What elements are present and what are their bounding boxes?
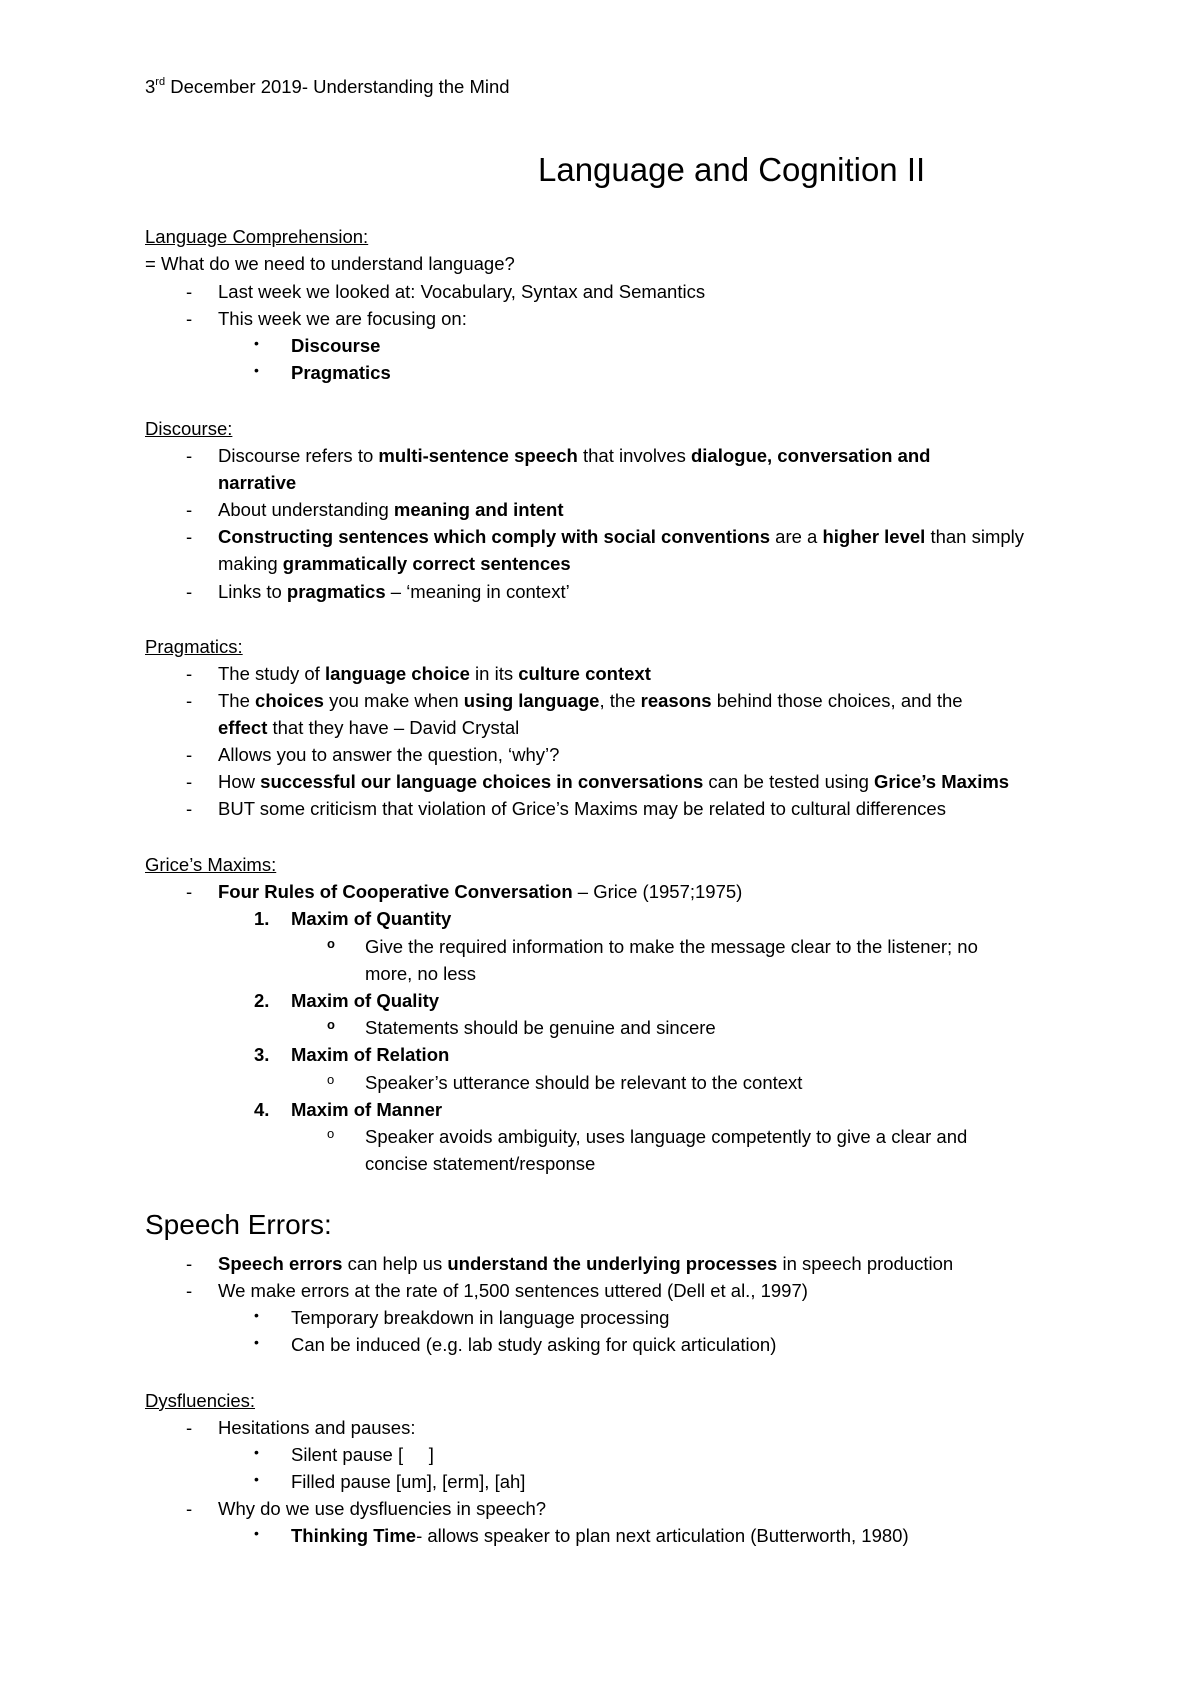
list-item-continuation: making grammatically correct sentences [218, 553, 571, 574]
page-title: Language and Cognition II [538, 151, 926, 188]
document-page: 3rd December 2019- Understanding the Mind Language and Cognition II Language Comprehension: = What do we need to understand language? - Last week we looked at: Vocabulary, Syntax and Semantics - This week we are focusing on: • Discourse • Pragmatics Discourse: - Discourse refers to multi-sentence speech that involves dialogue, conversation and narrative - About understanding meaning and intent - Constructing sentences which comply with social conventions are a higher level than simply making grammatically correct sentences - Links to pragmatics – ‘meaning in context’ Pragmatics: - The study of language choice in its culture context - The choices you make when using language, the reasons behind those choices, and the effect that they have – David Crystal - Allows you to answer the question, ‘why’? - How successful our language choices in conversations can be tested using Grice’s Maxims - BUT some criticism that violation of Grice’s Maxims may be related to cultural differences Grice’s Maxims: - Four Rules of Cooperative Conversation – Grice (1957;1975) 1. Maxim of Quantity o Give the required information to make the message clear to the listener; no more, no less 2. Maxim of Quality o Statements should be genuine and sincere 3. Maxim of Relation o Speaker’s utterance should be relevant to the context 4. Maxim of Manner o Speaker avoids ambiguity, uses language competently to give a clear and concise statement/response Speech Errors: - Speech errors can help us understand the underlying processes in speech production - We make errors at the rate of 1,500 sentences uttered (Dell et al., 1997) • Temporary breakdown in language processing • Can be induced (e.g. lab study asking for quick articulation) Dysfluencies: - Hesitations and pauses: • Silent pause [ ] • Filled pause [um], [erm], [ah] - Why do we use dysfluencies in speech? • Thinking Time- allows speaker to plan next articulation (Butterworth, 1980) [145, 76, 1025, 1546]
bullet-icon: • [254, 1334, 259, 1350]
section-heading-speech-errors: Speech Errors: [145, 1209, 332, 1240]
bullet-icon: • [254, 1444, 259, 1460]
bullet-icon: • [254, 335, 259, 351]
maxim-desc-continuation: more, no less [365, 963, 477, 984]
section-heading-grice: Grice’s Maxims: [145, 854, 277, 875]
bullet-icon: • [254, 1307, 259, 1323]
bullet-icon: • [254, 1525, 259, 1541]
section-heading-dysfluencies: Dysfluencies: [145, 1390, 256, 1411]
comprehension-intro: = What do we need to understand language? [145, 253, 515, 274]
list-item-continuation: narrative [218, 472, 297, 493]
circle-bullet-icon: o [327, 1072, 335, 1087]
header-date: 3rd December 2019- Understanding the Mind [145, 76, 510, 97]
section-heading-discourse: Discourse: [145, 418, 233, 439]
maxim-desc-continuation: concise statement/response [365, 1153, 596, 1174]
list-item-continuation: effect that they have – David Crystal [218, 717, 520, 738]
circle-bullet-icon: o [327, 936, 335, 951]
circle-bullet-icon: o [327, 1017, 335, 1032]
bullet-icon: • [254, 1471, 259, 1487]
circle-bullet-icon: o [327, 1126, 335, 1141]
section-heading-pragmatics: Pragmatics: [145, 636, 243, 657]
section-heading-comprehension: Language Comprehension: [145, 226, 369, 247]
bullet-icon: • [254, 362, 259, 378]
